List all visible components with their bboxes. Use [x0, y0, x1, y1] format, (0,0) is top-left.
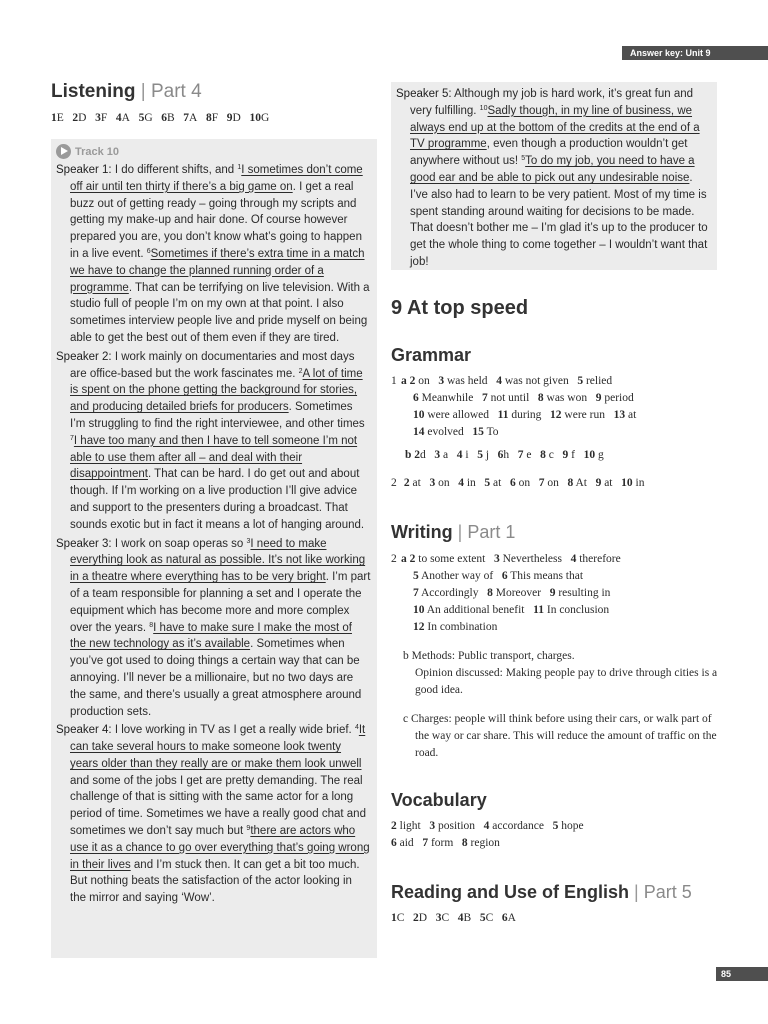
page-number: 85 — [716, 967, 768, 981]
answer-item: 1E — [51, 112, 64, 124]
writing-heading: Writing | Part 1 — [391, 522, 516, 542]
speaker-2-text: Speaker 2: I work mainly on documentaries and most days are office-based but the work fascinates me. $^2$A lot of time is spent on the phone getting the background for stories, and producing detailed briefs for producers. Sometimes I’m struggling to find the right interviewee, and other times $^7$I have too many and then I have to tell someone I’m not able to use them after all – and deal with their disappointment. That can be hard. I do get out and about though. If I’m working on a live production I’ll give advice and support to the presenters during a broadcast. That sounds exotic but in fact it means a lot of hanging around. — [56, 350, 365, 531]
unit-number: 9 — [391, 297, 403, 319]
writing-part: Part 1 — [467, 522, 516, 542]
writing-answers: 2 a 2 to some extent 3 Nevertheless 4 therefore 5 Another way of 6 This means that 7 Accordingly 8 Moreover 9 resulting in 10 An additional benefit 11 In conclusion 12 In combination b Methods: Public transport, charges. Opinion discussed: Making people pay to drive through cities is a good idea. c Charges: people will think before using their cars, or walk part of the way or car share. This will reduce the amount of traffic on the road. — [391, 551, 721, 762]
vocabulary-answers: 2 light 3 position 4 accordance 5 hope 6 aid 7 form 8 region — [391, 820, 584, 849]
unit-title: At top speed — [406, 297, 529, 319]
grammar-q2: 2 2 at 3 on 4 in 5 at 6 on 7 on 8 At 9 at 10 in — [391, 477, 645, 489]
reading-title: Reading and Use of English — [391, 882, 630, 902]
writing-c: c Charges: people will think before using their cars, or walk part of the way or car share. This will reduce the amount of traffic on the road. — [403, 713, 717, 759]
transcript-box — [51, 139, 377, 958]
speaker-4-text: Speaker 4: I love working in TV as I get a really wide brief. $^4$It can take several hours to make someone look twenty years older than they really are or make them look unwell and some of the jobs I get are pretty demanding. The real challenge of that is sitting with the same actor for a long period of time. Sometimes we have a really good chat and sometimes we don’t say much but $^9$there are actors who use it as a chance to go over everything that’s going wrong in their lives and I’m stuck then. It can get a bit too much. But nothing beats the satisfaction of the actor looking in the mirror and saying ‘Wow’. — [56, 724, 370, 905]
grammar-heading: Grammar — [391, 345, 472, 365]
answer-item: 6B — [161, 112, 175, 124]
speaker-3-text: Speaker 3: I work on soap operas so $^3$I need to make everything look as natural as possible. It’s not like working in a theatre where everything has to be very bright. I’m part of a team responsible for planning a set and I operate the equipment which has become more and more complex over the years. $^8$I have to make sure I make the most of the new technology as it’s available. Sometimes when you’ve got used to doing things a certain way that can be annoying. I’ll never be a millionaire, but no two days are the same, and there’s usually a great atmosphere around production sets. — [56, 537, 371, 718]
speaker-5-text: Speaker 5: Although my job is hard work, it’s great fun and very fulfilling. $^{10}$Sadly though, in my line of business, we always end up at the bottom of the credits at the end of a TV programme, even though a production wouldn’t get anywhere without us! $^5$To do my job, you need to have a good ear and be able to pick out any undesirable noise. I’ve also had to learn to be very patient. Most of my time is spent standing around waiting for decisions to be made. That doesn’t bother me – I’m glad it’s up to the producer to get the whole thing to come together – I wouldn’t want that job! — [396, 88, 708, 268]
answer-item: 5G — [138, 112, 153, 124]
unit-heading — [391, 297, 528, 320]
reading-answers: 1C 2D 3C 4B 5C 6A — [391, 912, 516, 924]
answer-item: 3F — [95, 112, 108, 124]
grammar-q1: 1 a 2 on 3 was held 4 was not given 5 relied 6 Meanwhile 7 not until 8 was won 9 period 10 were allowed 11 during 12 were run 13 at 14 evolved 15 To b 2d 3 a 4 i 5 j 6h 7 e 8 c 9 f 10 g 2 2 at 3 on 4 in 5 at 6 on 7 on 8 At 9 at 10 in — [391, 373, 721, 492]
listening-part: Part 4 — [150, 81, 202, 102]
grammar-q1b: b 2d 3 a 4 i 5 j 6h 7 e 8 c 9 f 10 g — [405, 449, 604, 461]
writing-title: Writing — [391, 522, 453, 542]
answer-item: 10G — [249, 112, 270, 124]
speaker-5-box — [391, 82, 717, 270]
answer-item: 4A — [115, 112, 130, 124]
answer-item: 2D — [72, 112, 87, 124]
listening-answers — [51, 110, 269, 127]
reading-heading: Reading and Use of English | Part 5 — [391, 882, 692, 902]
listening-title: Listening — [51, 81, 136, 102]
play-icon[interactable] — [56, 144, 71, 159]
answer-item: 8F — [205, 112, 219, 124]
vocabulary-heading: Vocabulary — [391, 790, 487, 810]
answer-key-header: Answer key: Unit 9 — [622, 46, 768, 60]
answer-item: 7A — [183, 112, 198, 124]
writing-b: b Methods: Public transport, charges. Opinion discussed: Making people pay to drive through cities is a good idea. — [403, 650, 718, 696]
listening-heading: Listening | Part 4 — [51, 81, 202, 102]
reading-part: Part 5 — [643, 882, 692, 902]
speaker-1-text: Speaker 1: I do different shifts, and $^1$I sometimes don’t come off air until ten thirty if there’s a big game on. I get a real buzz out of getting ready – going through my scripts and getting my make-up and hair done. Of course however prepared you are, you don’t know what’s going to happen in a live event. $^6$Sometimes if there’s extra time in a match we have to change the planned running order of a programme. That can be terrifying on live television. With a studio full of people I’m on my own at that point. I also sometimes interview people live and pride myself on being able to get the best out of them even if they are tired. — [56, 164, 370, 344]
track-label[interactable]: Track 10 — [56, 144, 371, 159]
answer-item: 9D — [226, 112, 241, 124]
